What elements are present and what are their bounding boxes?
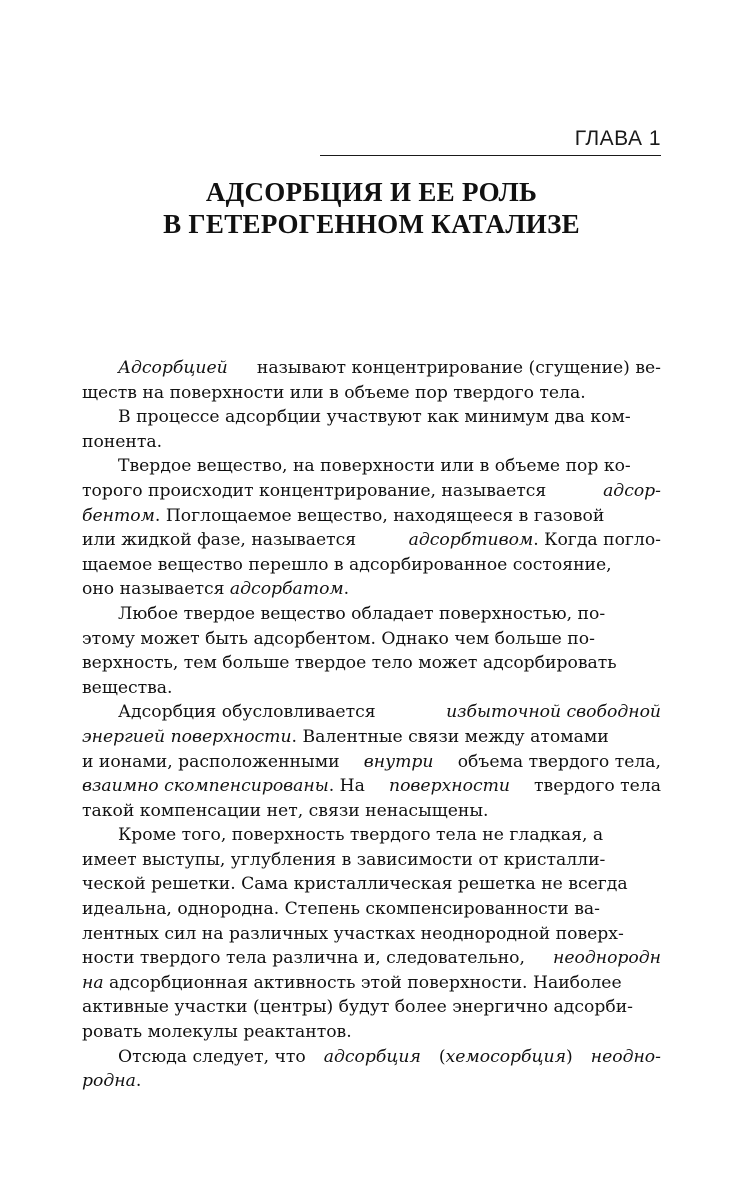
text-line: Твердое вещество, на поверхности или в объеме пор ко-: [118, 456, 631, 477]
term-adsorption-definition: Адсорбцией: [118, 358, 228, 378]
text-line: [82, 725, 661, 750]
line-part: объема твердого тела,: [457, 751, 661, 772]
line-rest: . Валентные связи между атомами: [291, 726, 609, 747]
text-line: идеальна, однородна. Степень скомпенсированности ва-: [82, 899, 600, 920]
line-part: [439, 1045, 573, 1070]
term-inhomogeneous-2-cont: родна: [82, 1071, 136, 1092]
text-line: лентных сил на различных участках неоднородной поверх-: [82, 923, 624, 944]
paragraph-6: [82, 823, 661, 1044]
text-line: активные участки (центры) будут более энергично адсорби-: [82, 997, 633, 1018]
text-line: [82, 356, 661, 381]
term-inside: внутри: [363, 751, 434, 772]
chapter-title-line-1: АДСОРБЦИЯ И ЕЕ РОЛЬ: [205, 177, 538, 207]
paren-open: (: [438, 1046, 446, 1067]
term-adsorbent-cont: бентом: [82, 505, 155, 526]
term-inhomogeneous: неоднородн: [553, 948, 661, 969]
line-part: Адсорбция обусловливается: [118, 702, 376, 723]
text-line: вещества.: [82, 677, 173, 698]
text-line: [82, 504, 661, 529]
term-excess-free-energy-cont: энергией поверхности: [82, 726, 292, 747]
line-part: или жидкой фазе, называется: [82, 530, 357, 551]
term-adsorption: адсорбция: [323, 1046, 421, 1067]
text-line: такой компенсации нет, связи ненасыщены.: [82, 800, 489, 821]
text-line: имеет выступы, углубления в зависимости от кристалли-: [82, 849, 606, 870]
line-part: Отсюда следует, что: [118, 1046, 306, 1067]
paragraph-1: [82, 356, 661, 405]
term-mutually-compensated: взаимно скомпенсированы: [82, 776, 329, 797]
chapter-title-line-2: В ГЕТЕРОГЕННОМ КАТАЛИЗЕ: [163, 209, 580, 239]
text-line: [82, 946, 661, 971]
paragraph-4: [82, 602, 661, 700]
text-line: [82, 700, 661, 725]
text-line: этому может быть адсорбентом. Однако чем больше по-: [82, 628, 595, 649]
text-line: [82, 1045, 661, 1070]
text-line: ществ на поверхности или в объеме пор твердого тела.: [82, 382, 586, 403]
text-line: ческой решетки. Сама кристаллическая решетка не всегда: [82, 874, 628, 895]
text-line: [82, 750, 661, 775]
paragraph-5: [82, 700, 661, 823]
term-adsorbate: адсорбатом: [229, 579, 344, 600]
text-line: [82, 479, 661, 504]
line-rest: называют концентрирование (сгущение) ве-: [256, 358, 661, 378]
text-line: верхность, тем больше твердое тело может адсорбировать: [82, 653, 617, 674]
line-part: торого происходит концентрирование, называется: [82, 480, 547, 501]
term-chemisorption: хемосорбция: [445, 1046, 566, 1067]
line-rest: .: [343, 579, 350, 600]
text-line: [82, 1069, 661, 1094]
text-line: Кроме того, поверхность твердого тела не гладкая, а: [118, 825, 604, 846]
line-part: [82, 504, 604, 529]
term-inhomogeneous-cont: на: [82, 972, 104, 993]
line-part: и ионами, расположенными: [82, 751, 340, 772]
paren-close: ): [565, 1046, 573, 1067]
line-rest: . Поглощаемое вещество, находящееся в газовой: [154, 505, 605, 526]
line-part: ности твердого тела различна и, следовательно,: [82, 948, 525, 969]
body-text: [82, 356, 661, 1094]
term-inhomogeneous-2: неодно-: [590, 1046, 661, 1067]
text-line: [82, 774, 661, 799]
term-adsorbtive: адсорбтивом: [408, 530, 534, 551]
paragraph-7: [82, 1045, 661, 1094]
line-rest: .: [135, 1071, 142, 1092]
text-line: [82, 528, 661, 553]
line-rest: . Когда погло-: [533, 530, 661, 551]
text-line: щаемое вещество перешло в адсорбированное состояние,: [82, 554, 612, 575]
line-rest: . На: [328, 776, 365, 797]
line-part: [82, 971, 622, 996]
text-line: Любое твердое вещество обладает поверхностью, по-: [118, 603, 606, 624]
text-line: понента.: [82, 431, 163, 452]
chapter-label: ГЛАВА 1: [574, 127, 661, 150]
line-part: [82, 774, 365, 799]
text-line: [82, 577, 661, 602]
text-line: [82, 971, 661, 996]
term-adsorbent: адсор-: [603, 480, 661, 501]
term-surface: поверхности: [389, 776, 510, 797]
chapter-title: [82, 176, 661, 240]
chapter-rule: [320, 155, 661, 156]
line-part: [82, 725, 609, 750]
line-part: твердого тела: [534, 776, 661, 797]
paragraph-2: [82, 405, 661, 454]
text-line: В процессе адсорбции участвуют как минимум два ком-: [118, 407, 631, 428]
term-excess-free-energy: избыточной свободной: [446, 702, 661, 723]
text-line: ровать молекулы реактантов.: [82, 1022, 352, 1043]
line-part: оно называется: [82, 579, 225, 600]
line-part: [409, 528, 661, 553]
line-rest: адсорбционная активность этой поверхности. Наиболее: [109, 972, 622, 993]
paragraph-3: [82, 454, 661, 602]
